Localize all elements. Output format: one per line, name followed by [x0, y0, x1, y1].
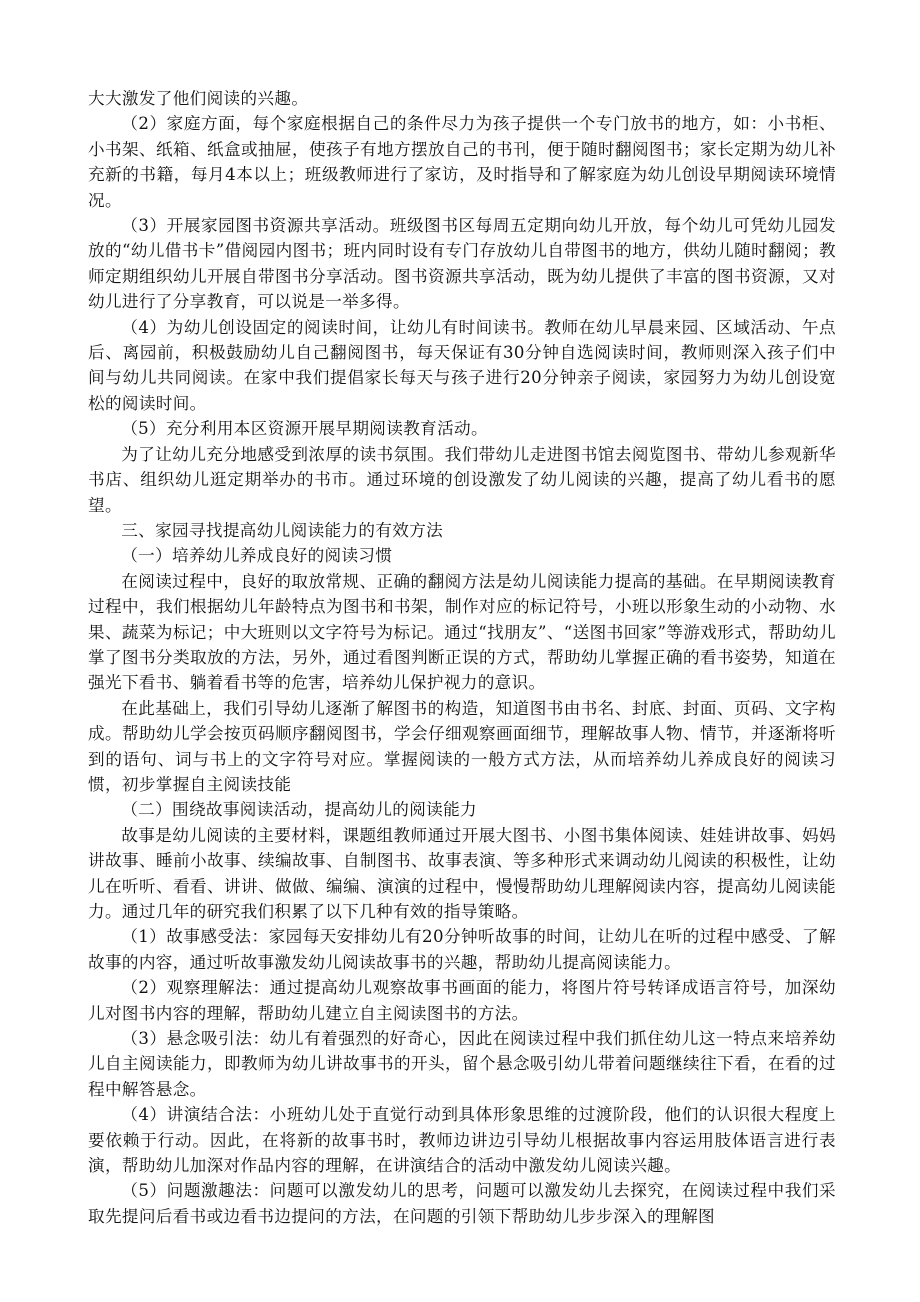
paragraph-story-materials: 故事是幼儿阅读的主要材料，课题组教师通过开展大图书、小图书集体阅读、娃娃讲故事、妈妈讲故事、睡前小故事、续编故事、自制图书、故事表演、等多种形式来调动幼儿阅读的积极性，让幼儿在听听、看看、讲讲、做做、编编、演演的过程中，慢慢帮助幼儿理解阅读内容，提高幼儿阅读能力。通过几年的研究我们积累了以下几种有效的指导策略。	[88, 825, 836, 921]
paragraph-family-bookshelf: （2）家庭方面，每个家庭根据自己的条件尽力为孩子提供一个专门放书的地方，如：小书柜、小书架、纸箱、纸盒或抽屉，使孩子有地方摆放自己的书刊，便于随时翻阅图书；家长定期为幼儿补充新的书籍，每月4本以上；班级教师进行了家访，及时指导和了解家庭为幼儿创设早期阅读环境情况。	[88, 114, 836, 210]
paragraph-reading-atmosphere: 为了让幼儿充分地感受到浓厚的读书氛围。我们带幼儿走进图书馆去阅览图书、带幼儿参观新华书店、组织幼儿逛定期举办的书市。通过环境的创设激发了幼儿阅读的兴趣，提高了幼儿看书的愿望。	[88, 444, 836, 515]
paragraph-method-suspense: （3）悬念吸引法：幼儿有着强烈的好奇心，因此在阅读过程中我们抓住幼儿这一特点来培养幼儿自主阅读能力，即教师为幼儿讲故事书的开头，留个悬念吸引幼儿带着问题继续往下看，在看的过程中解答悬念。	[88, 1029, 836, 1099]
paragraph-book-sharing: （3）开展家园图书资源共享活动。班级图书区每周五定期向幼儿开放，每个幼儿可凭幼儿园发放的“幼儿借书卡”借阅园内图书；班内同时设有专门存放幼儿自带图书的地方，供幼儿随时翻阅；教师定期组织幼儿开展自带图书分享活动。图书资源共享活动，既为幼儿提供了丰富的图书资源，又对幼儿进行了分享教育，可以说是一举多得。	[88, 216, 836, 312]
section-heading-three: 三、家园寻找提高幼儿阅读能力的有效方法	[121, 520, 444, 540]
subsection-heading-one: （一）培养幼儿养成良好的阅读习惯	[121, 546, 393, 566]
paragraph-reading-time: （4）为幼儿创设固定的阅读时间，让幼儿有时间读书。教师在幼儿早晨来园、区域活动、午点后、离园前，积极鼓励幼儿自己翻阅图书，每天保证有30分钟自选阅读时间，教师则深入孩子们中间与幼儿共同阅读。在家中我们提倡家长每天与孩子进行20分钟亲子阅读，家园努力为幼儿创设宽松的阅读时间。	[88, 317, 836, 413]
document-page	[88, 86, 836, 1229]
paragraph-continued: 大大激发了他们阅读的兴趣。	[88, 89, 309, 108]
paragraph-method-performance: （4）讲演结合法：小班幼儿处于直觉行动到具体形象思维的过渡阶段，他们的认识很大程度上要依赖于行动。因此，在将新的故事书时，教师边讲边引导幼儿根据故事内容运用肢体语言进行表演，帮助幼儿加深对作品内容的理解，在讲演结合的活动中激发幼儿阅读兴趣。	[88, 1105, 836, 1176]
subsection-heading-two: （二）围绕故事阅读活动，提高幼儿的阅读能力	[121, 800, 478, 820]
paragraph-reading-habits: 在阅读过程中，良好的取放常规、正确的翻阅方法是幼儿阅读能力提高的基础。在早期阅读教育过程中，我们根据幼儿年龄特点为图书和书架，制作对应的标记符号，小班以形象生动的小动物、水果、蔬菜为标记；中大班则以文字符号为标记。通过“找朋友”、“送图书回家”等游戏形式，帮助幼儿掌了图书分类取放的方法，另外，通过看图判断正误的方式，帮助幼儿掌握正确的看书姿势，知道在强光下看书、躺着看书等的危害，培养幼儿保护视力的意识。	[88, 571, 836, 693]
paragraph-method-questions: （5）问题激趣法：问题可以激发幼儿的思考，问题可以激发幼儿去探究，在阅读过程中我们采取先提问后看书或边看书边提问的方法，在问题的引领下帮助幼儿步步深入的理解图	[88, 1181, 836, 1226]
paragraph-method-feeling: （1）故事感受法：家园每天安排幼儿有20分钟听故事的时间，让幼儿在听的过程中感受、了解故事的内容，通过听故事激发幼儿阅读故事书的兴趣，帮助幼儿提高阅读能力。	[88, 927, 836, 972]
paragraph-book-structure: 在此基础上，我们引导幼儿逐渐了解图书的构造，知道图书由书名、封底、封面、页码、文字构成。帮助幼儿学会按页码顺序翻阅图书，学会仔细观察画面细节，理解故事人物、情节，并逐渐将听到的语句、词与书上的文字符号对应。掌握阅读的一般方式方法，从而培养幼儿养成良好的阅读习惯，初步掌握自主阅读技能	[88, 698, 836, 794]
paragraph-method-observation: （2）观察理解法：通过提高幼儿观察故事书画面的能力，将图片符号转译成语言符号，加深幼儿对图书内容的理解，帮助幼儿建立自主阅读图书的方法。	[88, 978, 836, 1023]
paragraph-local-resources: （5）充分利用本区资源开展早期阅读教育活动。	[121, 419, 488, 439]
